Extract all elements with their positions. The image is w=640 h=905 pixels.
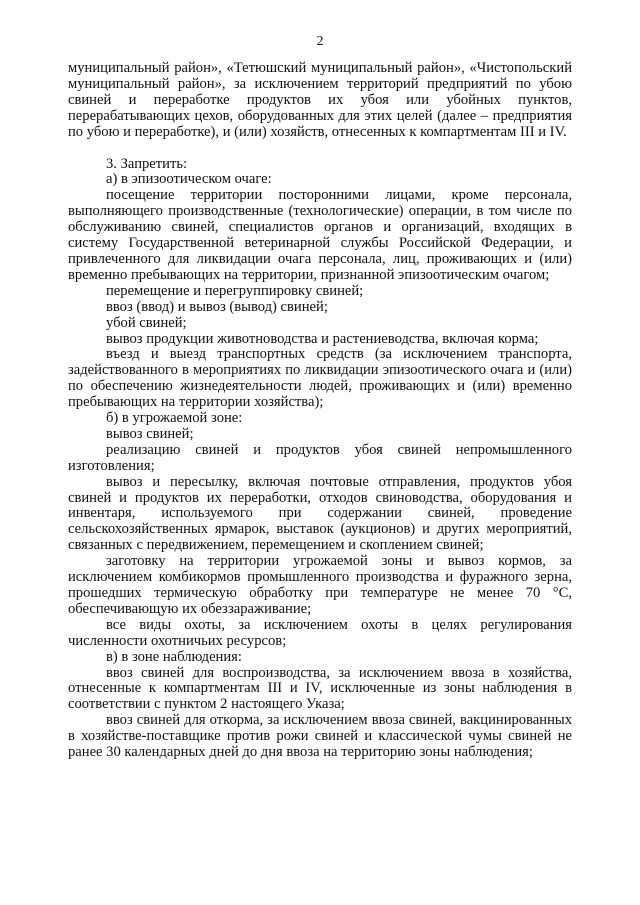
- paragraph-breeding-import-ban: ввоз свиней для воспроизводства, за исключением ввоза в хозяйства, отнесенные к компартментам III и IV, исключенные из зоны наблюдения в соответствии с пунктом 2 настоящего Указа;: [68, 664, 572, 713]
- paragraph-regrouping-ban: перемещение и перегруппировку свиней;: [106, 282, 364, 299]
- paragraph-continuation: муниципальный район», «Тетюшский муниципальный район», «Чистопольский муниципальный район», за исключением территорий предприятий по убою свиней и переработке продуктов их убоя или убойных пунктов, перерабатывающих цехов, оборудованных для этих целей (далее – предприятия по убою и переработке), и (или) хозяйств, отнесенных к компартментам III и IV.: [68, 60, 572, 140]
- paragraph-slaughter-ban: убой свиней;: [106, 314, 187, 331]
- subsection-v-heading: в) в зоне наблюдения:: [106, 648, 242, 665]
- page-number: 2: [316, 34, 324, 49]
- paragraph-shipping-ban: вывоз и пересылку, включая почтовые отправления, продуктов убоя свиней и продуктов их переработки, отходов свиноводства, оборудования и инвентаря, используемого при содержании свиней, проведение сельскохозяйственных ярмарок, выставок (аукционов) и других мероприятий, связанных с передвижением, перемещением и скоплением свиней;: [68, 473, 572, 554]
- paragraph-fattening-import-ban: ввоз свиней для откорма, за исключением ввоза свиней, вакцинированных в хозяйстве-поставщике против рожи свиней и классической чумы свиней не ранее 30 календарных дней до дня ввоза на территорию зоны наблюдения;: [68, 712, 572, 761]
- section-3-heading: 3. Запретить:: [106, 155, 188, 172]
- paragraph-sale-ban: реализацию свиней и продуктов убоя свиней непромышленного изготовления;: [68, 441, 572, 474]
- paragraph-feed-ban: заготовку на территории угрожаемой зоны и вывоз кормов, за исключением комбикормов промышленного производства и фуражного зерна, прошедших термическую обработку при температуре не менее 70 °С, обеспечивающую их обеззараживание;: [68, 553, 572, 617]
- subsection-b-heading: б) в угрожаемой зоне:: [106, 410, 243, 427]
- subsection-a-heading: а) в эпизоотическом очаге:: [106, 171, 272, 188]
- paragraph-import-export-ban: ввоз (ввод) и вывоз (вывод) свиней;: [106, 298, 328, 315]
- paragraph-hunting-ban: все виды охоты, за исключением охоты в целях регулирования численности охотничьих ресурсов;: [68, 616, 572, 649]
- document-body: [68, 61, 572, 761]
- paragraph-products-export-ban: вывоз продукции животноводства и растениеводства, включая корма;: [106, 330, 539, 347]
- paragraph-vehicles-ban: въезд и выезд транспортных средств (за исключением транспорта, задействованного в мероприятиях по ликвидации эпизоотического очага и (или) по обеспечению жизнедеятельности людей, проживающих и (или) временно пребывающих на территории хозяйства);: [68, 346, 572, 411]
- paragraph-gap: [68, 141, 572, 157]
- paragraph-pig-export-ban: вывоз свиней;: [106, 425, 194, 442]
- paragraph-visits-ban: посещение территории посторонними лицами, кроме персонала, выполняющего производственные (технологические) операции, в том числе по обслуживанию свиней, специалистов органов и организаций, входящих в систему Государственной ветеринарной службы Российской Федерации, и привлеченного для ликвидации очага персонала, лиц, проживающих и (или) временно пребывающих на территории, признанной эпизоотическим очагом;: [68, 187, 572, 283]
